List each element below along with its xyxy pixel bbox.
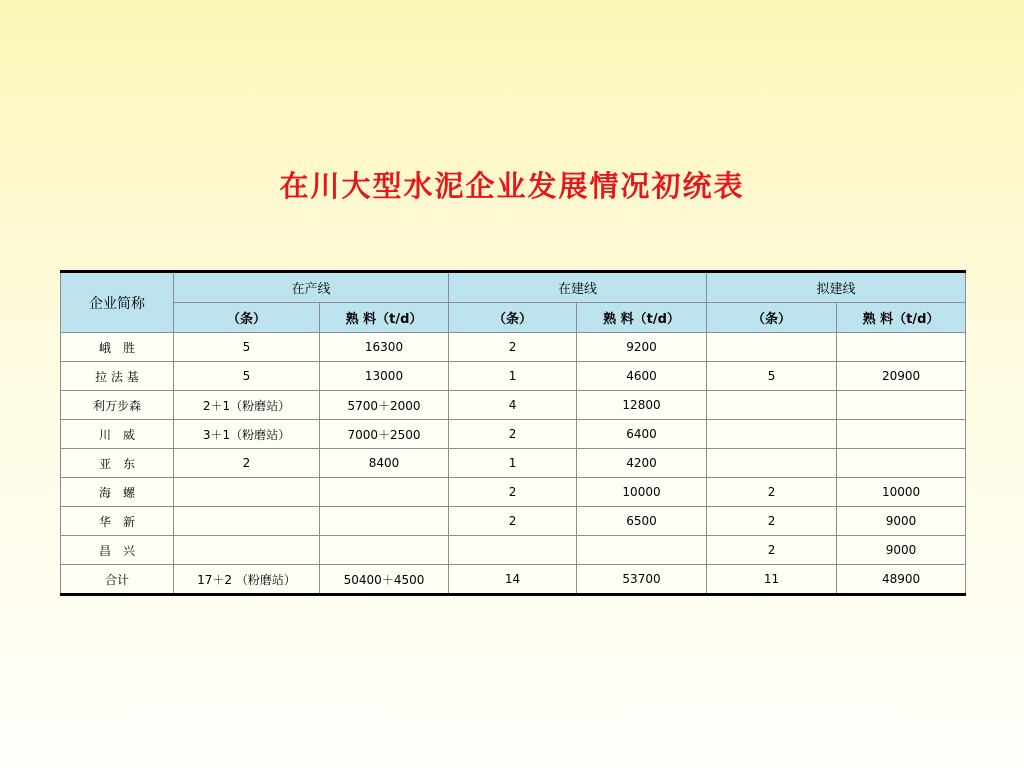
table-cell [577, 536, 707, 565]
table-cell [174, 478, 320, 507]
planned-header: 拟建线 [707, 272, 966, 303]
under-construction-header: 在建线 [449, 272, 707, 303]
company-name-cell: 拉 法 基 [61, 362, 174, 391]
table-cell: 11 [707, 565, 837, 595]
table-cell: 8400 [320, 449, 449, 478]
table-cell: 50400＋4500 [320, 565, 449, 595]
table-cell: 2 [449, 420, 577, 449]
table-cell: 7000＋2500 [320, 420, 449, 449]
total-row [61, 565, 966, 595]
table-cell [449, 536, 577, 565]
table-cell: 4 [449, 391, 577, 420]
table-cell: 53700 [577, 565, 707, 595]
table-cell: 14 [449, 565, 577, 595]
company-name-cell: 亚 东 [61, 449, 174, 478]
table-cell: 2 [449, 478, 577, 507]
table-cell [320, 536, 449, 565]
table-cell: 5 [174, 362, 320, 391]
lines-count-header: （条） [707, 303, 837, 333]
table-cell: 4200 [577, 449, 707, 478]
table-cell: 9000 [837, 507, 966, 536]
company-name-cell: 海 螺 [61, 478, 174, 507]
table-cell: 12800 [577, 391, 707, 420]
table-cell: 5 [174, 333, 320, 362]
table-cell: 2 [174, 449, 320, 478]
table-cell: 5 [707, 362, 837, 391]
table-subheader-row [61, 303, 966, 333]
company-name-cell: 利万步森 [61, 391, 174, 420]
table-cell: 6500 [577, 507, 707, 536]
table-cell: 16300 [320, 333, 449, 362]
table-cell: 1 [449, 449, 577, 478]
table-cell: 5700＋2000 [320, 391, 449, 420]
company-name-cell: 峨 胜 [61, 333, 174, 362]
table-cell: 13000 [320, 362, 449, 391]
company-name-cell: 华 新 [61, 507, 174, 536]
table-cell [837, 420, 966, 449]
table-cell [320, 507, 449, 536]
table-row [61, 333, 966, 362]
table-cell [707, 391, 837, 420]
table-cell: 10000 [577, 478, 707, 507]
page-title: 在川大型水泥企业发展情况初统表 [279, 169, 745, 203]
table-cell: 6400 [577, 420, 707, 449]
table-row [61, 507, 966, 536]
table-cell: 3＋1（粉磨站） [174, 420, 320, 449]
company-name-cell: 川 威 [61, 420, 174, 449]
company-column-header: 企业简称 [61, 272, 174, 333]
table-cell: 2 [449, 507, 577, 536]
table-cell: 1 [449, 362, 577, 391]
table-row [61, 420, 966, 449]
clinker-capacity-header: 熟 料（t/d） [837, 303, 966, 333]
table-row [61, 536, 966, 565]
table-cell: 9000 [837, 536, 966, 565]
table-cell [837, 333, 966, 362]
table-cell: 2＋1（粉磨站） [174, 391, 320, 420]
table-cell [174, 507, 320, 536]
table-cell: 2 [449, 333, 577, 362]
table-row [61, 449, 966, 478]
table-cell: 20900 [837, 362, 966, 391]
cement-enterprise-table [60, 270, 966, 596]
clinker-capacity-header: 熟 料（t/d） [320, 303, 449, 333]
table-cell: 17＋2 （粉磨站） [174, 565, 320, 595]
table-row [61, 391, 966, 420]
table-cell: 9200 [577, 333, 707, 362]
table-cell [707, 449, 837, 478]
table-cell: 4600 [577, 362, 707, 391]
table-cell [707, 333, 837, 362]
table-body [61, 333, 966, 595]
table-cell: 2 [707, 536, 837, 565]
table-cell [174, 536, 320, 565]
company-name-cell: 合计 [61, 565, 174, 595]
table-cell: 2 [707, 507, 837, 536]
table-cell: 2 [707, 478, 837, 507]
table-cell [837, 391, 966, 420]
company-name-cell: 昌 兴 [61, 536, 174, 565]
lines-count-header: （条） [174, 303, 320, 333]
table-cell: 10000 [837, 478, 966, 507]
table-cell: 48900 [837, 565, 966, 595]
table-cell [320, 478, 449, 507]
table-row [61, 362, 966, 391]
table-row [61, 478, 966, 507]
table-cell [837, 449, 966, 478]
clinker-capacity-header: 熟 料（t/d） [577, 303, 707, 333]
in-production-header: 在产线 [174, 272, 449, 303]
table-header-row [61, 272, 966, 303]
lines-count-header: （条） [449, 303, 577, 333]
table-cell [707, 420, 837, 449]
